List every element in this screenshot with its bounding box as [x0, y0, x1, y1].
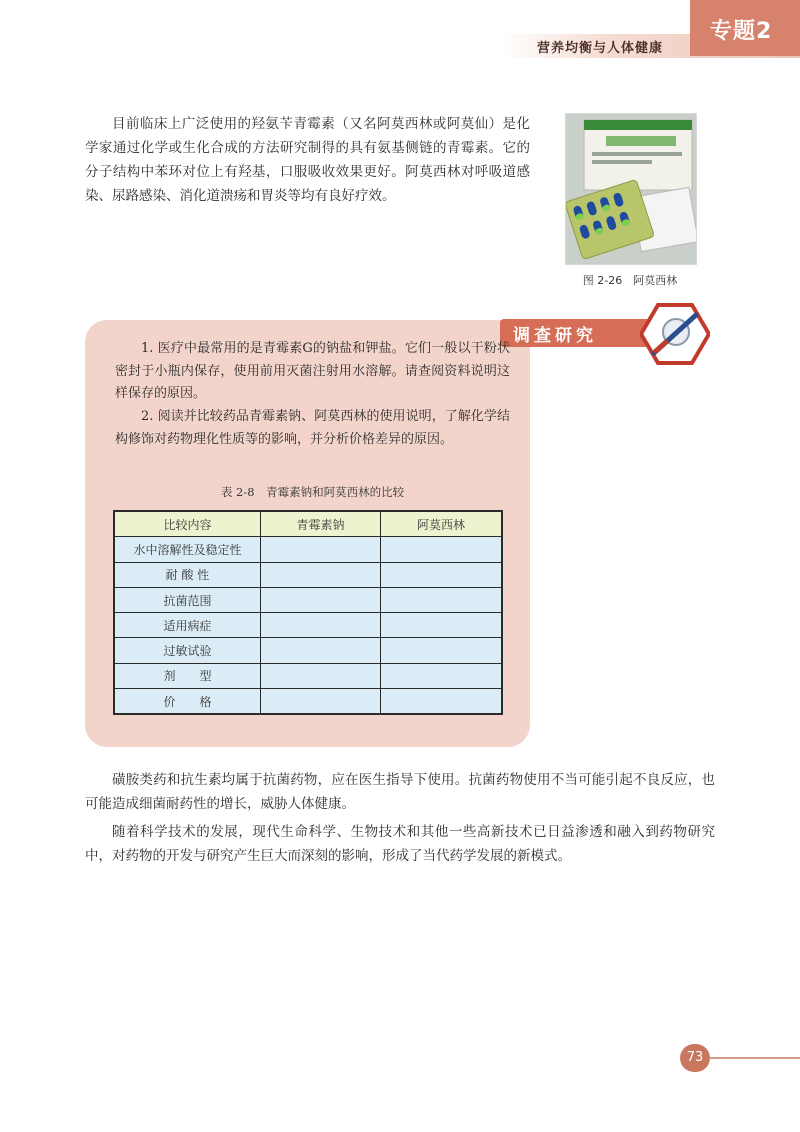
medicine-box-illustration: [566, 114, 696, 264]
intro-paragraph: 目前临床上广泛使用的羟氨苄青霉素（又名阿莫西林或阿莫仙）是化学家通过化学或生化合成的方法研究制得的具有氨基侧链的青霉素。它的分子结构中苯环对位上有羟基，口服吸收效果更好。阿莫西林对呼吸道感染、尿路感染、消化道溃疡和胃炎等均有良好疗效。: [85, 116, 530, 204]
table-cell-empty: [381, 613, 502, 638]
table-header-row: [114, 511, 502, 537]
amoxicillin-photo: [565, 113, 697, 265]
table-row: [114, 663, 502, 688]
table-cell-empty: [381, 562, 502, 587]
page-number: 73: [680, 1044, 710, 1072]
table-cell-empty: [261, 638, 381, 663]
table-cell-empty: [261, 689, 381, 715]
table-cell-empty: [381, 663, 502, 688]
body-paragraph-1: 磺胺类药和抗生素均属于抗菌药物，应在医生指导下使用。抗菌药物使用不当可能引起不良反应，也可能造成细菌耐药性的增长，威胁人体健康。: [85, 772, 715, 812]
table-row: [114, 562, 502, 587]
table-row: [114, 537, 502, 562]
table-cell-empty: [261, 562, 381, 587]
chapter-title: 营养均衡与人体健康: [537, 41, 664, 56]
table-cell-empty: [381, 689, 502, 715]
table-row: [114, 689, 502, 715]
table-cell-empty: [261, 537, 381, 562]
table-row: [114, 587, 502, 612]
table-row-label: 剂 型: [114, 663, 261, 688]
body-paragraph-2: 随着科学技术的发展，现代生命科学、生物技术和其他一些高新技术已日益渗透和融入到药物研究中，对药物的开发与研究产生巨大而深刻的影响，形成了当代药学发展的新模式。: [85, 824, 715, 864]
table-cell-empty: [381, 537, 502, 562]
investigation-badge-label: 调查研究: [513, 326, 597, 346]
table-row-label: 抗菌范围: [114, 587, 261, 612]
chapter-tab-label: 专题2: [710, 19, 773, 44]
table-row: [114, 613, 502, 638]
table-caption: 表 2-8 青霉素钠和阿莫西林的比较: [220, 485, 405, 499]
table-cell-empty: [261, 587, 381, 612]
page-number-rule: [710, 1057, 800, 1059]
figure-caption: 图 2-26 阿莫西林: [582, 274, 678, 287]
comparison-table: [113, 510, 503, 715]
table-row-label: 过敏试验: [114, 638, 261, 663]
investigation-item-1: 1. 医疗中最常用的是青霉素G的钠盐和钾盐。它们一般以干粉状密封于小瓶内保存，使用前用灭菌注射用水溶解。请查阅资料说明这样保存的原因。: [115, 341, 510, 401]
table-cell-empty: [261, 613, 381, 638]
magnifier-icon: [640, 303, 710, 365]
table-cell-empty: [381, 587, 502, 612]
table-header-cell: 阿莫西林: [381, 511, 502, 537]
table-row-label: 价 格: [114, 689, 261, 715]
table-cell-empty: [381, 638, 502, 663]
table-row-label: 水中溶解性及稳定性: [114, 537, 261, 562]
table-cell-empty: [261, 663, 381, 688]
table-row-label: 适用病症: [114, 613, 261, 638]
table-header-cell: 青霉素钠: [261, 511, 381, 537]
table-row: [114, 638, 502, 663]
table-header-cell: 比较内容: [114, 511, 261, 537]
investigation-item-2: 2. 阅读并比较药品青霉素钠、阿莫西林的使用说明，了解化学结构修饰对药物理化性质等的影响，并分析价格差异的原因。: [115, 409, 510, 447]
table-row-label: 耐 酸 性: [114, 562, 261, 587]
